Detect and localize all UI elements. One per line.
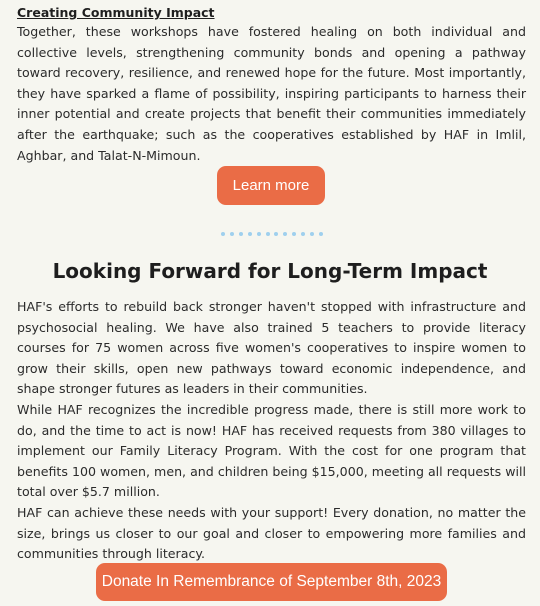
divider-dot [292, 232, 296, 236]
divider-dot [310, 232, 314, 236]
divider-dot [239, 232, 243, 236]
divider-dot [221, 232, 225, 236]
community-impact-heading: Creating Community Impact [17, 5, 215, 20]
support-appeal-paragraph: HAF can achieve these needs with your support! Every donation, no matter the size, brings us closer to our goal and closer to empowering more families and communities through literacy. [17, 505, 526, 562]
divider-dot [274, 232, 278, 236]
long-term-impact-heading: Looking Forward for Long-Term Impact [52, 259, 488, 283]
progress-requests-paragraph: While HAF recognizes the incredible progress made, there is still more work to do, and the time to act is now! HAF has received requests from 380 villages to implement our Family Literacy Program. With the cost for one program that benefits 100 women, men, and children being $15,000, meeting all requests will total over $5.7 million. [17, 402, 526, 500]
divider-dot [301, 232, 305, 236]
learn-more-button[interactable]: Learn more [217, 166, 325, 205]
divider-dot [319, 232, 323, 236]
divider-dot [257, 232, 261, 236]
divider-dot [283, 232, 287, 236]
donate-button[interactable]: Donate In Remembrance of September 8th, 2023 [96, 563, 447, 601]
divider-dot [266, 232, 270, 236]
community-impact-paragraph: Together, these workshops have fostered healing on both individual and collective levels, strengthening community bonds and opening a pathway toward recovery, resilience, and renewed hope for the future. Most importantly, they have sparked a flame of possibility, inspiring participants to harness their inner potential and create projects that benefit their communities immediately after the earthquake; such as the cooperatives established by HAF in Imlil, Aghbar, and Talat-N-Mimoun. [17, 24, 526, 163]
rebuild-efforts-paragraph: HAF's efforts to rebuild back stronger haven't stopped with infrastructure and psychosocial healing. We have also trained 5 teachers to provide literacy courses for 75 women across five women's cooperatives to inspire women to grow their skills, open new pathways toward economic independence, and shape stronger futures as leaders in their communities. [17, 299, 526, 397]
divider-dot [248, 232, 252, 236]
dotted-divider [221, 231, 323, 237]
divider-dot [230, 232, 234, 236]
